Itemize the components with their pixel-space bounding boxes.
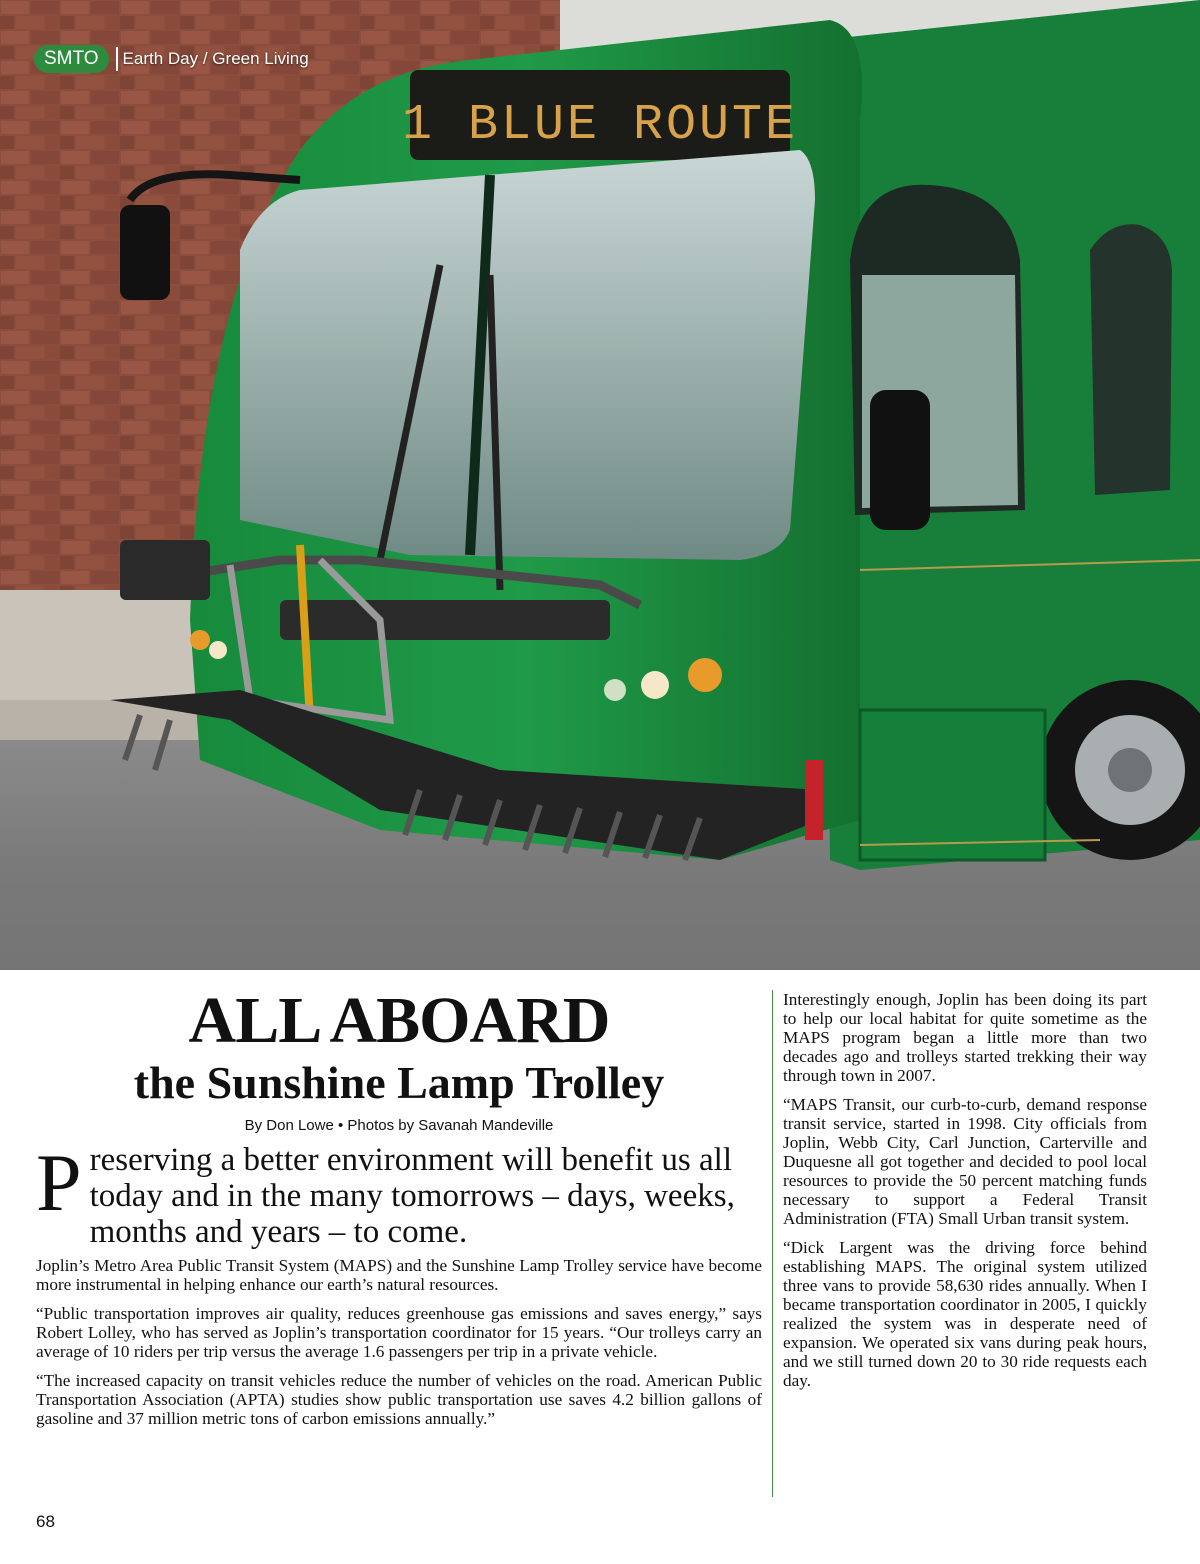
page-number: 68 bbox=[36, 1512, 55, 1531]
article-right-column bbox=[783, 990, 1147, 1390]
destination-sign: 1 BLUE ROUTE bbox=[401, 97, 799, 154]
body-paragraph: Interestingly enough, Joplin has been doing its part to help our local habitat for quite sometime as the MAPS program began a little more than two decades ago and trolleys started trekking their way through town in 2007. bbox=[783, 990, 1147, 1085]
lead-text: reserving a better environment will benefit us all today and in the many tomorrows – days, weeks, months and years – to come. bbox=[89, 1142, 735, 1250]
article-subtitle: the Sunshine Lamp Trolley bbox=[133, 1057, 665, 1108]
article-title: ALL ABOARD bbox=[188, 984, 610, 1057]
body-paragraph: “Public transportation improves air quality, reduces greenhouse gas emissions and saves energy,” says Robert Lolley, who has served as Joplin’s transportation coordinator for 15 years. “Our trolleys carry an average of 10 riders per trip versus the average 1.6 passengers per trip in a private vehicle. bbox=[36, 1304, 762, 1361]
body-paragraph: “MAPS Transit, our curb-to-curb, demand response transit service, started in 1998. City officials from Joplin, Webb City, Carl Junction, Carterville and Duquesne all got together and decided to pool local resources to provide the 50 percent matching funds necessary to support a Federal Transit Administration (FTA) Small Urban transit system. bbox=[783, 1095, 1147, 1228]
publication-badge: SMTO bbox=[34, 45, 109, 73]
column-divider bbox=[772, 990, 773, 1497]
lead-paragraph bbox=[36, 1137, 762, 1250]
section-tag bbox=[34, 44, 309, 74]
drop-cap: P bbox=[36, 1137, 82, 1228]
byline: By Don Lowe • Photos by Savanah Mandeville bbox=[244, 1117, 554, 1134]
body-paragraph: Joplin’s Metro Area Public Transit System (MAPS) and the Sunshine Lamp Trolley service have become more instrumental in helping enhance our earth’s natural resources. bbox=[36, 1256, 762, 1294]
article-left-column bbox=[36, 985, 762, 1428]
body-paragraph: “The increased capacity on transit vehicles reduce the number of vehicles on the road. American Public Transportation Association (APTA) studies show public transportation use saves 4.2 billion gallons of gasoline and 37 million metric tons of carbon emissions annually.” bbox=[36, 1371, 762, 1428]
tag-divider bbox=[116, 47, 118, 71]
section-label: Earth Day / Green Living bbox=[122, 49, 309, 68]
body-paragraph: “Dick Largent was the driving force behind establishing MAPS. The original system utilized three vans to provide 58,630 rides annually. When I became transportation coordinator in 2005, I quickly realized the system was in desperate need of expansion. We operated six vans during peak hours, and we still turned down 20 to 30 ride requests each day. bbox=[783, 1238, 1147, 1390]
